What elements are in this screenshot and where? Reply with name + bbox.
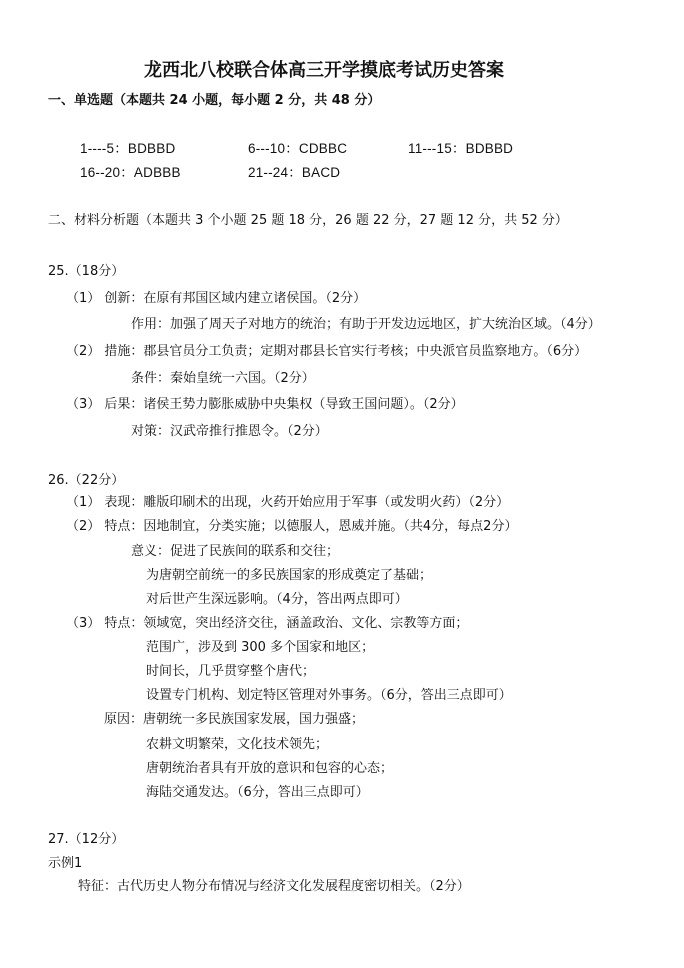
q26-line-8: 时间长，几乎贯穿整个唐代； — [146, 664, 316, 679]
q27-heading: 27.（12分） — [48, 832, 125, 847]
answer-group-2: 6---10：CDBBC — [248, 141, 348, 156]
q26-heading: 26.（22分） — [48, 473, 125, 488]
q25-line-4: 条件：秦始皇统一六国。（2分） — [131, 371, 315, 386]
q25-line-2: 作用：加强了周天子对地方的统治；有助于开发边远地区，扩大统治区域。（4分） — [131, 317, 601, 332]
section-1-heading: 一、单选题（本题共 24 小题，每小题 2 分，共 48 分） — [48, 93, 381, 108]
q25-line-6: 对策：汉武帝推行推恩令。（2分） — [131, 424, 328, 439]
q25-line-1: （1） 创新：在原有邦国区域内建立诸侯国。（2分） — [66, 291, 367, 306]
q26-line-13: 海陆交通发达。（6分，答出三点即可） — [146, 785, 369, 800]
q26-line-1: （1） 表现：雕版印刷术的出现，火药开始应用于军事（或发明火药）（2分） — [66, 495, 510, 510]
section-2-heading: 二、材料分析题（本题共 3 个小题 25 题 18 分，26 题 22 分，27 题 12 分，共 52 分） — [48, 213, 568, 228]
q26-line-7: 范围广，涉及到 300 多个国家和地区； — [146, 640, 375, 655]
answer-group-5: 21--24：BACD — [248, 165, 341, 180]
q26-line-12: 唐朝统治者具有开放的意识和包容的心态； — [146, 761, 394, 776]
q27-example-label: 示例1 — [48, 856, 83, 871]
q25-line-3: （2） 措施：郡县官员分工负责；定期对郡县长官实行考核；中央派官员监察地方。（6分） — [66, 344, 588, 359]
q25-heading: 25.（18分） — [48, 264, 125, 279]
page-title: 龙西北八校联合体高三开学摸底考试历史答案 — [144, 60, 504, 81]
q26-line-4: 为唐朝空前统一的多民族国家的形成奠定了基础； — [146, 568, 433, 583]
q27-line-1: 特征：古代历史人物分布情况与经济文化发展程度密切相关。（2分） — [78, 879, 470, 894]
q26-line-3: 意义：促进了民族间的联系和交往； — [131, 544, 340, 559]
q26-line-10: 原因：唐朝统一多民族国家发展，国力强盛； — [104, 712, 365, 727]
q26-line-2: （2） 特点：因地制宜，分类实施；以德服人，恩威并施。（共4分，每点2分） — [66, 519, 518, 534]
q26-line-5: 对后世产生深远影响。（4分，答出两点即可） — [146, 592, 408, 607]
answer-group-1: 1----5：BDBBD — [80, 141, 176, 156]
q25-line-5: （3） 后果：诸侯王势力膨胀威胁中央集权（导致王国问题）。（2分） — [66, 397, 464, 412]
q26-line-6: （3） 特点：领域宽，突出经济交往，涵盖政治、文化、宗教等方面； — [66, 616, 469, 631]
q26-line-11: 农耕文明繁荣，文化技术领先； — [146, 737, 329, 752]
q26-line-9: 设置专门机构、划定特区管理对外事务。（6分，答出三点即可） — [146, 688, 512, 703]
answer-group-4: 16--20：ADBBB — [80, 165, 181, 180]
answer-group-3: 11---15：BDBBD — [408, 141, 514, 156]
